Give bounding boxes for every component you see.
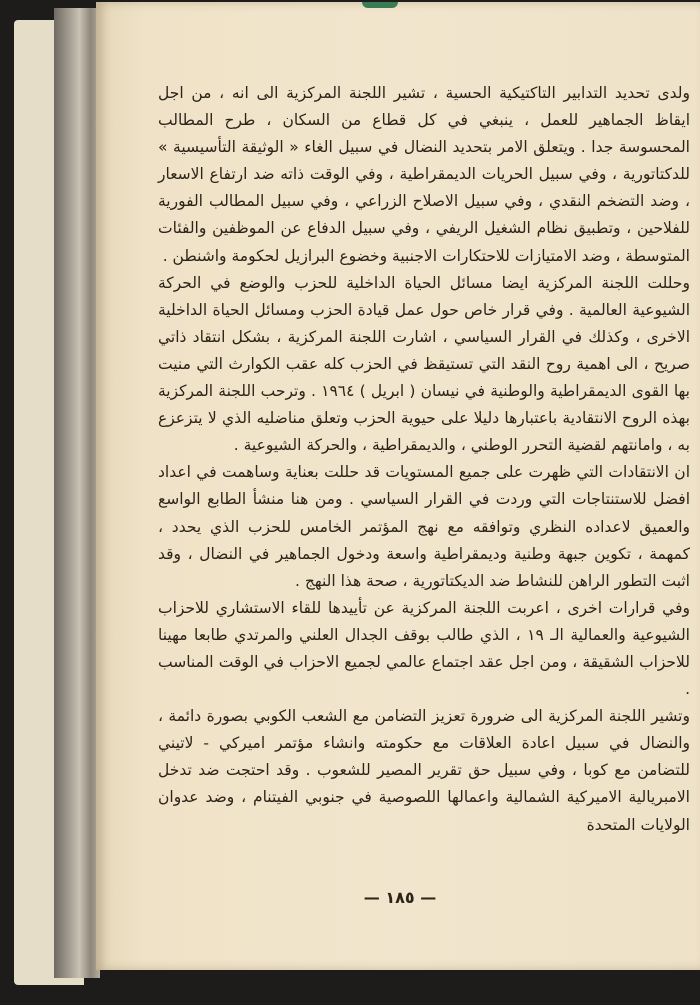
paragraph-3: ان الانتقادات التي ظهرت على جميع المستويات قد حللت بعناية وساهمت في اعداد افضل للاستنتاجات التي وردت في القرار السياسي . ومن هنا منشأ الطابع الواسع والعميق لاعداده النظري وتوافقه مع نهج المؤتمر الخامس للحزب الذي يحدد ، كمهمة ، تكوين جبهة وطنية وديمقراطية واسعة ودخول الجماهير في النضال ، وقد اثبت التطور الراهن للنشاط ضد الديكتاتورية ، صحة هذا النهج . <box>158 463 690 590</box>
page-number: — ١٨٥ — <box>363 888 437 907</box>
paragraph-2: وحللت اللجنة المركزية ايضا مسائل الحياة الداخلية للحزب والوضع في الحركة الشيوعية العالمية . وفي قرار خاص حول عمل قيادة الحزب ومسائل الحياة الداخلية الاخرى ، وكذلك في القرار السياسي ، اشارت اللجنة المركزية ، بشكل انتقاد ذاتي صريح ، الى اهمية روح النقد التي تستيقظ في الحزب كله عقب الكوارث التي منيت بها القوى الديمقراطية والوطنية في نيسان ( ابريل ) ١٩٦٤ . وترحب اللجنة المركزية بهذه الروح الانتقادية باعتبارها دليلا على حيوية الحزب وتعلق مناضليه الذي لا يتزعزع به ، وامانتهم لقضية التحرر الوطني ، والديمقراطية ، والحركة الشيوعية . <box>158 273 690 455</box>
paragraph-4: وفي قرارات اخرى ، اعربت اللجنة المركزية عن تأييدها للقاء الاستشاري للاحزاب الشيوعية والعمالية الـ ١٩ ، الذي طالب بوقف الجدال العلني والمرتدي طابعا مهينا للاحزاب الشقيقة ، ومن اجل عقد اجتماع عالمي لجميع الاحزاب في الوقت المناسب . <box>158 598 690 699</box>
paragraph-5: وتشير اللجنة المركزية الى ضرورة تعزيز التضامن مع الشعب الكوبي بصورة دائمة ، والنضال في سبيل اعادة العلاقات مع حكومته وانشاء مؤتمر اميركي - لاتيني للتضامن مع كوبا ، وفي سبيل حق تقرير المصير للشعوب . وقد احتجت ضد تدخل الامبريالية الاميركية الشمالية واعمالها اللصوصية في جنوبي الفيتنام ، وضد عدوان الولايات المتحدة <box>158 707 690 834</box>
body-text <box>158 80 690 839</box>
paragraph-1: ولدى تحديد التدابير التاكتيكية الحسية ، تشير اللجنة المركزية الى انه ، من اجل ايقاظ الجماهير للعمل ، ينبغي في كل قطاع من السكان ، طرح المطالب المحسوسة جدا . ويتعلق الامر بتحديد النضال في سبيل الغاء « الوثيقة التأسيسية » للدكتاتورية ، وفي سبيل الحريات الديمقراطية ، وفي الوقت ذاته ضد ارتفاع الاسعار ، وضد التضخم النقدي ، وفي سبيل الاصلاح الزراعي ، وفي سبيل المطالب الفورية للفلاحين ، وتطبيق نظام الشغيل الريفي ، وفي سبيل الدفاع عن الموظفين والفئات المتوسطة ، وضد الامتيازات للاحتكارات الاجنبية وخضوع البرازيل لحكومة واشنطن . <box>158 84 690 265</box>
bookmark-thread <box>362 2 398 8</box>
page-stack-edge <box>54 8 100 978</box>
